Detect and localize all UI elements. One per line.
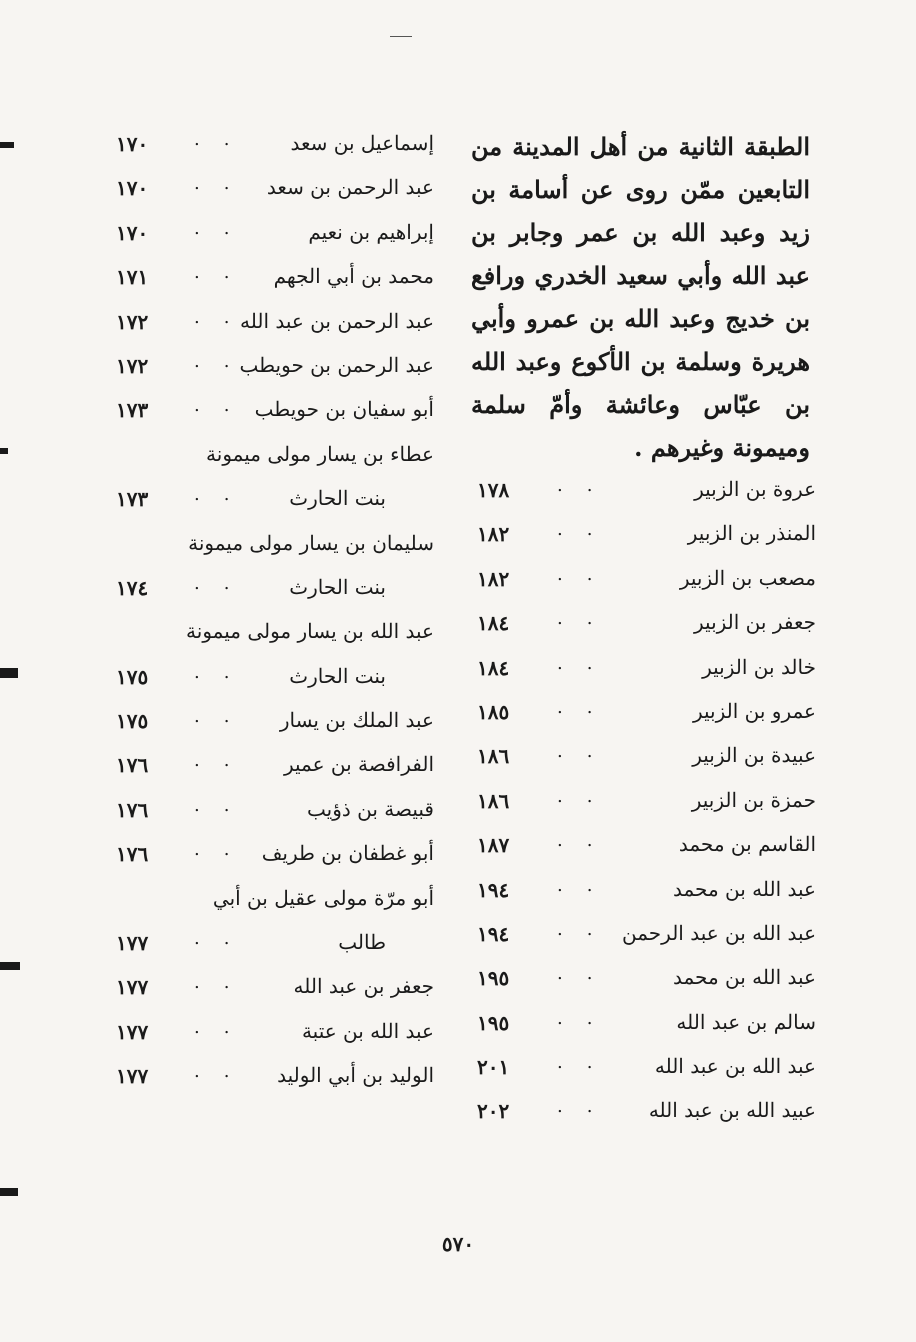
entry-page-number: ١٧٣	[116, 398, 149, 423]
entry-name: عبد الله بن عتبة	[301, 1018, 434, 1043]
entry-page-number: ١٧٧	[116, 1064, 149, 1089]
index-entry	[104, 968, 434, 1012]
entry-page-number: ١٩٤	[477, 921, 510, 946]
entry-page-number: ١٧٢	[116, 353, 149, 378]
index-entry	[471, 1092, 816, 1136]
entry-name: عبد الملك بن يسار	[279, 708, 434, 733]
leader-dots: ..	[557, 741, 617, 763]
right-column	[471, 125, 816, 1137]
index-entry	[104, 658, 434, 702]
index-entry	[471, 826, 816, 870]
margin-mark	[0, 962, 20, 970]
leader-dots: ..	[194, 928, 254, 950]
entry-name: بنت الحارث	[289, 663, 386, 688]
leader-dots: ..	[194, 1016, 254, 1038]
entry-name: قبيصة بن ذؤيب	[307, 796, 434, 821]
leader-dots: ..	[557, 696, 617, 718]
entry-name: مصعب بن الزبير	[679, 565, 816, 590]
index-entry	[104, 613, 434, 657]
entry-page-number: ١٧٠	[116, 176, 149, 201]
leader-dots: ..	[194, 839, 254, 861]
index-entry	[471, 915, 816, 959]
entry-page-number: ١٧٥	[116, 664, 149, 689]
index-entry	[104, 880, 434, 924]
margin-mark	[0, 142, 14, 148]
margin-mark	[0, 668, 18, 678]
entry-page-number: ١٩٥	[477, 966, 510, 991]
entry-page-number: ١٨٦	[477, 788, 510, 813]
index-entry	[471, 959, 816, 1003]
entry-page-number: ١٩٥	[477, 1010, 510, 1035]
section-heading: الطبقة الثانية من أهل المدينة من التابعين ممّن روى عن أسامة بن زيد وعبد الله بن عمر وجابر بن عبد الله وأبي سعيد الخدري ورافع بن خديج وعبد الله بن عمرو وأبي هريرة وسلمة بن الأكوع وعبد الله بن عبّاس وعائشة وأمّ سلمة وميمونة وغيرهم .	[471, 132, 810, 462]
index-entry	[104, 1013, 434, 1057]
leader-dots: ..	[194, 129, 254, 150]
entry-page-number: ١٧١	[116, 265, 149, 290]
leader-dots: ..	[557, 830, 617, 852]
entry-page-number: ١٧٦	[116, 842, 149, 867]
index-entry	[104, 569, 434, 613]
leader-dots: ..	[194, 306, 254, 328]
leader-dots: ..	[194, 706, 254, 728]
leader-dots: ..	[557, 608, 617, 630]
entry-name: عبد الله بن عبد الله	[654, 1054, 816, 1079]
entry-page-number: ١٧٦	[116, 753, 149, 778]
entry-page-number: ١٨٦	[477, 744, 510, 769]
leader-dots: ..	[194, 350, 254, 372]
entry-name: عبد الرحمن بن عبد الله	[240, 308, 434, 333]
entry-page-number: ٢٠٢	[477, 1099, 510, 1124]
entry-page-number: ١٧٥	[116, 709, 149, 734]
entry-name: سليمان بن يسار مولى ميمونة	[188, 530, 434, 555]
entry-name: عبيد الله بن عبد الله	[648, 1098, 816, 1123]
leader-dots: ..	[194, 1061, 254, 1083]
entry-name: عروة بن الزبير	[694, 477, 816, 501]
entry-name: سالم بن عبد الله	[676, 1009, 816, 1034]
entry-name: خالد بن الزبير	[702, 654, 816, 679]
index-entry	[104, 169, 434, 213]
entry-name: أبو سفيان بن حويطب	[254, 397, 434, 422]
entry-page-number: ١٧٠	[116, 132, 149, 156]
leader-dots: ..	[557, 963, 617, 985]
leader-dots: ..	[557, 475, 617, 496]
entry-page-number: ١٧٣	[116, 487, 149, 512]
entry-name: المنذر بن الزبير	[687, 521, 816, 546]
leader-dots: ..	[194, 750, 254, 772]
index-entry	[471, 604, 816, 648]
index-entry	[104, 1057, 434, 1101]
index-entry	[471, 871, 816, 915]
entry-name: عبد الله بن محمد	[672, 965, 816, 990]
entry-name: عبد الله بن محمد	[672, 876, 816, 901]
entry-page-number: ١٧٢	[116, 309, 149, 334]
entry-name: بنت الحارث	[289, 574, 386, 599]
index-entry	[471, 693, 816, 737]
entry-name: طالب	[338, 930, 386, 955]
index-entry	[104, 525, 434, 569]
index-entry	[104, 214, 434, 258]
leader-dots: ..	[557, 652, 617, 674]
entry-name: إبراهيم بن نعيم	[308, 219, 434, 244]
leader-dots: ..	[557, 519, 617, 541]
entry-name: بنت الحارث	[289, 486, 386, 511]
top-dash-mark	[390, 36, 412, 37]
entry-name: الوليد بن أبي الوليد	[277, 1063, 434, 1088]
leader-dots: ..	[194, 661, 254, 683]
index-entry	[104, 258, 434, 302]
margin-mark	[0, 448, 8, 454]
index-entry	[471, 737, 816, 781]
index-entry	[104, 125, 434, 169]
entry-name: عبد الرحمن بن حويطب	[239, 352, 434, 377]
left-column	[104, 125, 434, 1102]
leader-dots: ..	[557, 874, 617, 896]
entry-name: عبيدة بن الزبير	[692, 743, 816, 768]
entry-name: عبد الرحمن بن سعد	[266, 175, 434, 200]
leader-dots: ..	[194, 484, 254, 506]
entry-name: عبد الله بن يسار مولى ميمونة	[186, 619, 434, 644]
margin-mark	[0, 1188, 18, 1196]
leader-dots: ..	[557, 918, 617, 940]
entry-page-number: ٢٠١	[477, 1055, 510, 1080]
index-entry	[104, 746, 434, 790]
entry-page-number: ١٨٢	[477, 566, 510, 591]
entry-page-number: ١٨٢	[477, 522, 510, 547]
index-entry	[104, 835, 434, 879]
index-entry	[104, 791, 434, 835]
page-number: ٥٧٠	[441, 1232, 475, 1256]
entry-name: عطاء بن يسار مولى ميمونة	[206, 441, 434, 466]
index-entry	[104, 480, 434, 524]
entry-page-number: ١٧٤	[116, 575, 149, 600]
entry-page-number: ١٧٠	[116, 220, 149, 245]
entry-page-number: ١٩٤	[477, 877, 510, 902]
entry-name: إسماعيل بن سعد	[290, 131, 434, 155]
index-entry	[471, 782, 816, 826]
leader-dots: ..	[194, 217, 254, 239]
index-entry	[471, 1004, 816, 1048]
entry-page-number: ١٧٦	[116, 797, 149, 822]
leader-dots: ..	[557, 563, 617, 585]
leader-dots: ..	[194, 262, 254, 284]
leader-dots: ..	[557, 1096, 617, 1118]
leader-dots: ..	[194, 794, 254, 816]
entry-name: محمد بن أبي الجهم	[273, 264, 434, 289]
leader-dots: ..	[194, 395, 254, 417]
entry-name: عبد الله بن عبد الرحمن	[622, 920, 816, 945]
entry-name: عمرو بن الزبير	[692, 698, 816, 723]
index-entry	[104, 347, 434, 391]
index-entry	[471, 649, 816, 693]
leader-dots: ..	[557, 1052, 617, 1074]
leader-dots: ..	[557, 785, 617, 807]
index-entry	[104, 924, 434, 968]
entry-page-number: ١٧٧	[116, 975, 149, 1000]
index-entry	[104, 436, 434, 480]
index-entry	[471, 560, 816, 604]
leader-dots: ..	[557, 1007, 617, 1029]
entry-name: حمزة بن الزبير	[691, 787, 816, 812]
leader-dots: ..	[194, 173, 254, 195]
entry-page-number: ١٧٨	[477, 478, 510, 502]
entry-page-number: ١٨٤	[477, 655, 510, 680]
leader-dots: ..	[194, 572, 254, 594]
entry-page-number: ١٨٧	[477, 833, 510, 858]
entry-name: أبو غطفان بن طريف	[261, 841, 434, 866]
leader-dots: ..	[194, 972, 254, 994]
entry-name: أبو مرّة مولى عقيل بن أبي	[212, 885, 434, 910]
right-index-list	[471, 471, 816, 1137]
index-entry	[104, 303, 434, 347]
index-entry	[104, 391, 434, 435]
entry-page-number: ١٨٤	[477, 611, 510, 636]
entry-page-number: ١٧٧	[116, 931, 149, 956]
entry-name: الفرافصة بن عمير	[283, 752, 434, 777]
entry-page-number: ١٨٥	[477, 699, 510, 724]
entry-name: جعفر بن عبد الله	[293, 974, 434, 999]
index-entry	[471, 1048, 816, 1092]
left-index-list	[104, 125, 434, 1102]
entry-page-number: ١٧٧	[116, 1019, 149, 1044]
index-entry	[104, 702, 434, 746]
index-entry	[471, 471, 816, 515]
entry-name: جعفر بن الزبير	[694, 610, 816, 635]
index-entry	[471, 515, 816, 559]
entry-name: القاسم بن محمد	[678, 832, 816, 857]
